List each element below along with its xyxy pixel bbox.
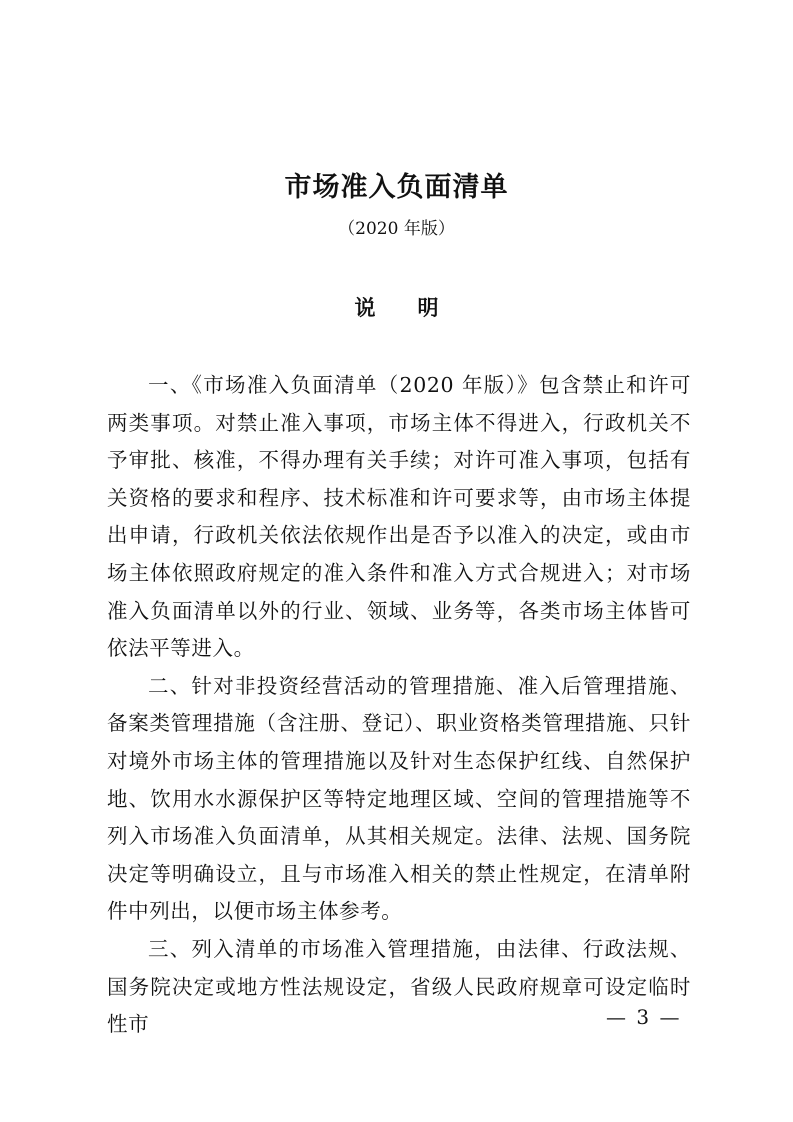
section-heading-left: 说	[354, 295, 376, 320]
paragraph-2: 二、针对非投资经营活动的管理措施、准入后管理措施、备案类管理措施（含注册、登记）、职业资格类管理措施、只针对境外市场主体的管理措施以及针对生态保护红线、自然保护地、饮用水水源保护区等特定地理区域、空间的管理措施等不列入市场准入负面清单，从其相关规定。法律、法规、国务院决定等明确设立，且与市场准入相关的禁止性规定，在清单附件中列出，以便市场主体参考。	[107, 673, 691, 924]
document-body	[107, 367, 691, 1044]
paragraph-3: 三、列入清单的市场准入管理措施，由法律、行政法规、国务院决定或地方性法规设定，省级人民政府规章可设定临时性市	[107, 936, 691, 1037]
document-title: 市场准入负面清单	[284, 172, 509, 203]
page-number: — 3 —	[606, 1005, 682, 1029]
section-heading-right: 明	[417, 295, 439, 320]
document-edition: （2020 年版）	[338, 219, 455, 239]
section-heading	[0, 292, 793, 324]
paragraph-1: 一、《市场准入负面清单（2020 年版）》包含禁止和许可两类事项。对禁止准入事项，市场主体不得进入，行政机关不予审批、核准，不得办理有关手续；对许可准入事项，包括有关资格的要求和程序、技术标准和许可要求等，由市场主体提出申请，行政机关依法依规作出是否予以准入的决定，或由市场主体依照政府规定的准入条件和准入方式合规进入；对市场准入负面清单以外的行业、领域、业务等，各类市场主体皆可依法平等进入。	[107, 373, 691, 661]
